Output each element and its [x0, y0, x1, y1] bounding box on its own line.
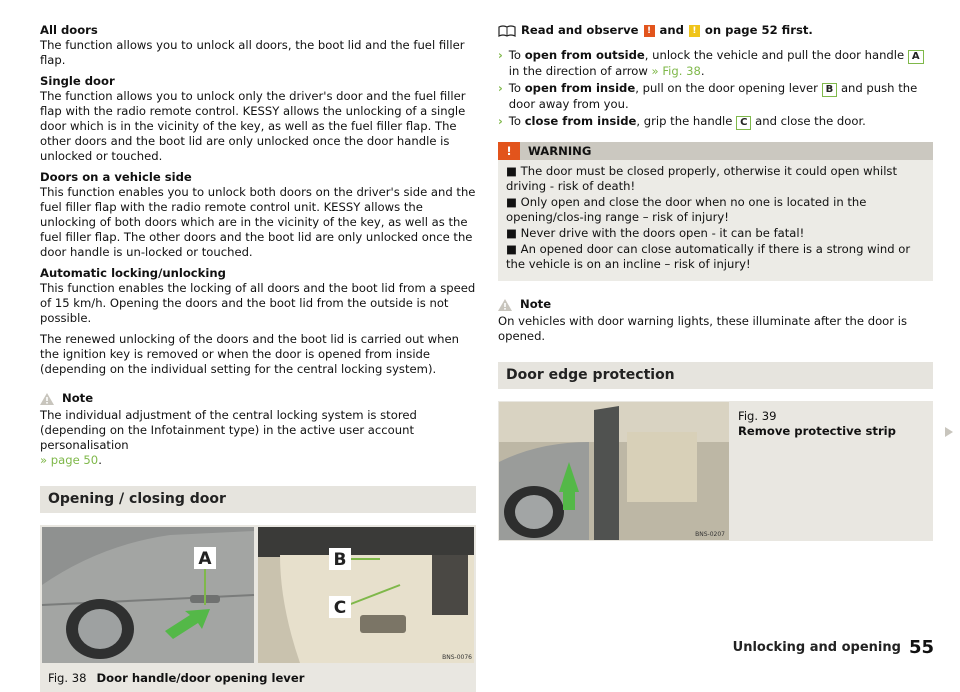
caution-icon: !	[689, 25, 700, 37]
chevron-right-icon: ›	[498, 48, 503, 62]
right-column	[498, 23, 933, 541]
footer-chapter-title: Unlocking and opening	[732, 640, 901, 655]
note-icon	[40, 393, 54, 405]
warning-item: ■ Never drive with the doors open - it can be fatal!	[506, 226, 805, 240]
note-text: The individual adjustment of the central locking system is stored (depending on the Infotainment type) in the active user account personalisation » page 50.	[40, 408, 417, 467]
fig-38-link[interactable]: » Fig. 38	[651, 64, 701, 78]
key-a: A	[908, 50, 924, 64]
warning-icon: !	[644, 25, 655, 37]
page-footer	[732, 637, 934, 658]
note-heading: Note	[40, 391, 476, 406]
paragraph-renewed-unlocking: The renewed unlocking of the doors and the boot lid is carried out when the ignition key is removed or when the door is opened from inside (depending on the individual setting for the central locking system).	[40, 332, 459, 376]
left-column	[40, 23, 476, 692]
figure-38-image	[40, 525, 476, 665]
figure-code: BNS-0076	[442, 654, 472, 661]
note-heading: Note	[498, 297, 933, 312]
read-and-observe: Read and observe ! and ! on page 52 first.	[498, 23, 933, 38]
page-number: 55	[908, 637, 934, 658]
warning-title: WARNING	[520, 142, 933, 160]
next-arrow-icon[interactable]	[945, 427, 953, 437]
instruction-open-outside: › To open from outside, unlock the vehicle and pull the door handle A in the direction of arrow » Fig. 38.	[498, 48, 933, 79]
note-icon	[498, 299, 512, 311]
key-c: C	[736, 116, 751, 130]
paragraph-vehicle-side: Doors on a vehicle side This function enables you to unlock both doors on the driver's side and the fuel filler flap with the radio remote control unit. KESSY allows the unlocking of both doors which are in the vicinity of the key, as well as the fuel filler flap. The other doors and the boot lid are only unlocked once the door handle is un-locked or touched.	[40, 170, 476, 259]
figure-label-c: C	[333, 598, 347, 618]
figure-39	[498, 401, 933, 541]
figure-39-image	[499, 402, 729, 540]
section-opening-closing-door: Opening / closing door	[40, 486, 476, 513]
warning-icon: !	[498, 142, 520, 160]
warning-item: ■ An opened door can close automatically if there is a strong wind or the vehicle is on an incline – risk of injury!	[506, 242, 911, 271]
key-b: B	[822, 83, 838, 97]
figure-38	[40, 525, 476, 692]
section-door-edge-protection: Door edge protection	[498, 362, 933, 389]
paragraph-auto-locking: Automatic locking/unlocking This function enables the locking of all doors and the boot lid from a speed of 15 km/h. Opening the doors and the boot lid from the outside is not possible.	[40, 266, 476, 325]
paragraph-single-door: Single door The function allows you to unlock only the driver's door and the fuel filler flap with the radio remote control. KESSY allows the unlocking of a single door which is in the vicinity of the key, as well as the fuel filler flap. The other doors and the boot lid are only unlocked once the door handle is unlocked or touched.	[40, 74, 466, 163]
instruction-close-inside: › To close from inside, grip the handle C and close the door.	[498, 114, 866, 128]
chevron-right-icon: ›	[498, 114, 503, 128]
warning-item: ■ The door must be closed properly, otherwise it could open whilst driving - risk of death!	[506, 164, 898, 193]
warning-item: ■ Only open and close the door when no one is located in the opening/clos-ing range – risk of injury!	[506, 195, 867, 224]
chevron-right-icon: ›	[498, 81, 503, 95]
book-icon	[498, 25, 516, 37]
warning-box	[498, 142, 933, 281]
figure-code: BNS-0207	[695, 531, 725, 538]
figure-label-b: B	[333, 550, 347, 570]
page-50-link[interactable]: » page 50	[40, 453, 99, 467]
figure-39-caption: Remove protective strip	[738, 424, 896, 438]
instruction-open-inside: › To open from inside, pull on the door opening lever B and push the door away from you.	[498, 81, 918, 111]
figure-label-a: A	[198, 549, 212, 569]
figure-38-caption: Fig. 38 Door handle/door opening lever	[48, 671, 305, 685]
paragraph-all-doors: All doors The function allows you to unlock all doors, the boot lid and the fuel filler flap.	[40, 23, 465, 67]
note-text: On vehicles with door warning lights, these illuminate after the door is opened.	[498, 314, 907, 343]
figure-39-number: Fig. 39	[738, 409, 777, 423]
